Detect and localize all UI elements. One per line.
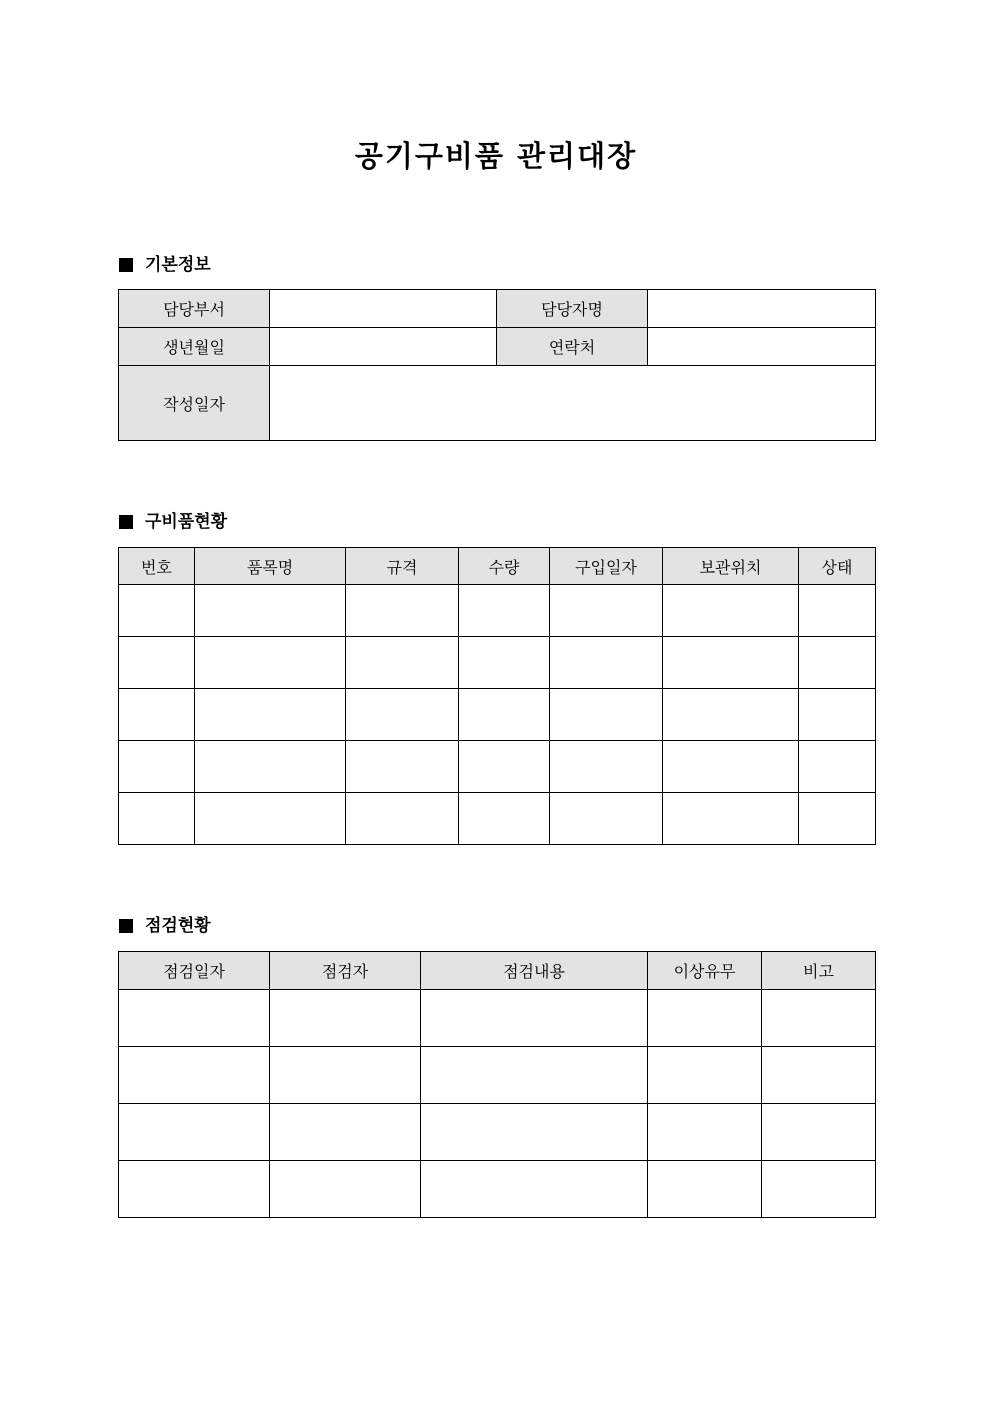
table-cell[interactable] bbox=[195, 585, 346, 637]
column-header-inspector: 점검자 bbox=[270, 952, 421, 990]
table-row bbox=[119, 990, 876, 1047]
table-cell[interactable] bbox=[762, 1104, 876, 1161]
table-cell[interactable] bbox=[195, 793, 346, 845]
table-row bbox=[119, 328, 876, 366]
table-cell[interactable] bbox=[799, 585, 876, 637]
table-cell[interactable] bbox=[270, 1104, 421, 1161]
table-cell[interactable] bbox=[663, 689, 799, 741]
birthdate-label: 생년월일 bbox=[119, 328, 270, 366]
table-cell[interactable] bbox=[119, 1047, 270, 1104]
table-row bbox=[119, 1104, 876, 1161]
square-bullet-icon bbox=[119, 919, 133, 933]
section-heading-inspection bbox=[119, 914, 211, 938]
table-cell[interactable] bbox=[119, 1161, 270, 1218]
table-header-row bbox=[119, 952, 876, 990]
table-cell[interactable] bbox=[346, 689, 459, 741]
table-cell[interactable] bbox=[421, 1047, 648, 1104]
table-cell[interactable] bbox=[270, 1047, 421, 1104]
manager-field[interactable] bbox=[648, 290, 876, 328]
table-cell[interactable] bbox=[270, 1161, 421, 1218]
section-heading-label: 점검현황 bbox=[145, 916, 211, 936]
manager-label: 담당자명 bbox=[497, 290, 648, 328]
table-cell[interactable] bbox=[663, 793, 799, 845]
section-heading-label: 기본정보 bbox=[145, 255, 211, 275]
square-bullet-icon bbox=[119, 515, 133, 529]
section-heading-items bbox=[119, 510, 227, 534]
contact-field[interactable] bbox=[648, 328, 876, 366]
birthdate-field[interactable] bbox=[270, 328, 497, 366]
table-cell[interactable] bbox=[799, 689, 876, 741]
inspection-table bbox=[118, 951, 876, 1218]
table-cell[interactable] bbox=[195, 637, 346, 689]
table-cell[interactable] bbox=[648, 1047, 762, 1104]
table-cell[interactable] bbox=[459, 689, 550, 741]
table-cell[interactable] bbox=[762, 990, 876, 1047]
contact-label: 연락처 bbox=[497, 328, 648, 366]
column-header-spec: 규격 bbox=[346, 548, 459, 585]
items-table bbox=[118, 547, 876, 845]
column-header-item-name: 품목명 bbox=[195, 548, 346, 585]
basic-info-table bbox=[118, 289, 876, 441]
table-cell[interactable] bbox=[550, 793, 663, 845]
table-row bbox=[119, 1047, 876, 1104]
table-row bbox=[119, 793, 876, 845]
table-cell[interactable] bbox=[421, 1161, 648, 1218]
section-heading-basic-info bbox=[119, 253, 211, 277]
table-cell[interactable] bbox=[119, 637, 195, 689]
table-cell[interactable] bbox=[648, 990, 762, 1047]
column-header-remarks: 비고 bbox=[762, 952, 876, 990]
table-row bbox=[119, 366, 876, 441]
column-header-abnormality: 이상유무 bbox=[648, 952, 762, 990]
department-field[interactable] bbox=[270, 290, 497, 328]
table-cell[interactable] bbox=[346, 585, 459, 637]
table-cell[interactable] bbox=[119, 990, 270, 1047]
written-date-label: 작성일자 bbox=[119, 366, 270, 441]
table-cell[interactable] bbox=[459, 741, 550, 793]
column-header-purchase-date: 구입일자 bbox=[550, 548, 663, 585]
table-row bbox=[119, 1161, 876, 1218]
table-cell[interactable] bbox=[459, 793, 550, 845]
table-header-row bbox=[119, 548, 876, 585]
table-row bbox=[119, 585, 876, 637]
table-cell[interactable] bbox=[663, 585, 799, 637]
written-date-field[interactable] bbox=[270, 366, 876, 441]
table-cell[interactable] bbox=[648, 1104, 762, 1161]
table-cell[interactable] bbox=[195, 689, 346, 741]
table-cell[interactable] bbox=[421, 990, 648, 1047]
table-cell[interactable] bbox=[762, 1161, 876, 1218]
table-cell[interactable] bbox=[550, 741, 663, 793]
table-cell[interactable] bbox=[195, 741, 346, 793]
column-header-quantity: 수량 bbox=[459, 548, 550, 585]
table-cell[interactable] bbox=[119, 585, 195, 637]
table-cell[interactable] bbox=[119, 689, 195, 741]
table-row bbox=[119, 741, 876, 793]
table-cell[interactable] bbox=[459, 585, 550, 637]
table-cell[interactable] bbox=[421, 1104, 648, 1161]
column-header-inspection-date: 점검일자 bbox=[119, 952, 270, 990]
table-cell[interactable] bbox=[550, 637, 663, 689]
table-row bbox=[119, 290, 876, 328]
section-heading-label: 구비품현황 bbox=[145, 512, 228, 532]
table-cell[interactable] bbox=[346, 637, 459, 689]
column-header-storage-location: 보관위치 bbox=[663, 548, 799, 585]
department-label: 담당부서 bbox=[119, 290, 270, 328]
table-cell[interactable] bbox=[799, 741, 876, 793]
table-cell[interactable] bbox=[550, 689, 663, 741]
table-cell[interactable] bbox=[799, 637, 876, 689]
column-header-number: 번호 bbox=[119, 548, 195, 585]
square-bullet-icon bbox=[119, 258, 133, 272]
table-cell[interactable] bbox=[663, 741, 799, 793]
table-cell[interactable] bbox=[270, 990, 421, 1047]
table-cell[interactable] bbox=[550, 585, 663, 637]
table-cell[interactable] bbox=[119, 741, 195, 793]
table-cell[interactable] bbox=[663, 637, 799, 689]
page-title: 공기구비품 관리대장 bbox=[354, 139, 638, 173]
table-row bbox=[119, 689, 876, 741]
table-cell[interactable] bbox=[799, 793, 876, 845]
table-row bbox=[119, 637, 876, 689]
table-cell[interactable] bbox=[346, 793, 459, 845]
table-cell[interactable] bbox=[119, 1104, 270, 1161]
table-cell[interactable] bbox=[762, 1047, 876, 1104]
column-header-status: 상태 bbox=[799, 548, 876, 585]
table-cell[interactable] bbox=[648, 1161, 762, 1218]
column-header-inspection-details: 점검내용 bbox=[421, 952, 648, 990]
table-cell[interactable] bbox=[346, 741, 459, 793]
table-cell[interactable] bbox=[119, 793, 195, 845]
table-cell[interactable] bbox=[459, 637, 550, 689]
